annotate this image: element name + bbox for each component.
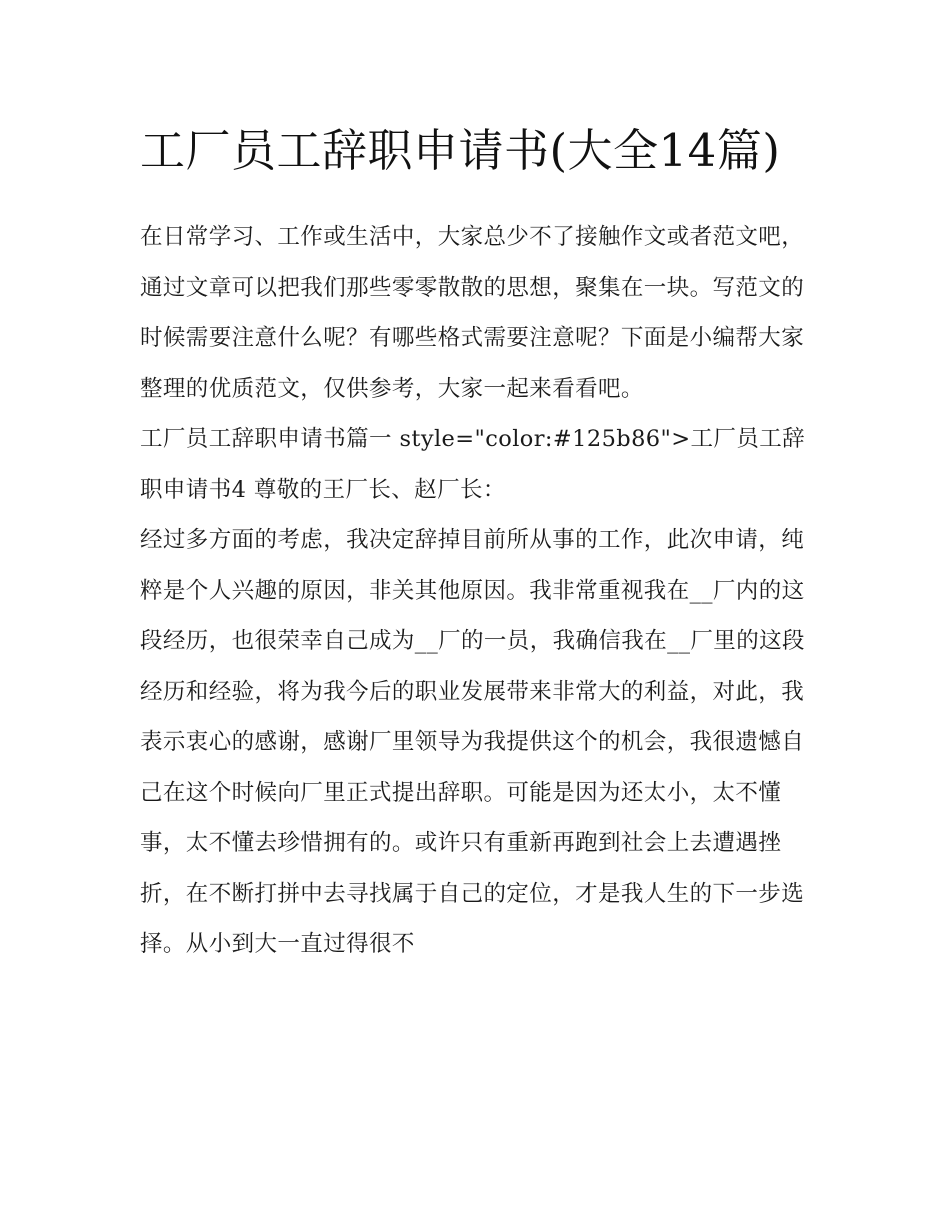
section-heading-paragraph: 工厂员工辞职申请书篇一 style="color:#125b86">工厂员工辞职申请书4 尊敬的王厂长、赵厂长： [140,426,806,503]
document-content [140,112,812,970]
document-title: 工厂员工辞职申请书(大全14篇) [140,124,781,177]
intro-paragraph: 在日常学习、工作或生活中，大家总少不了接触作文或者范文吧，通过文章可以把我们那些零零散散的思想，聚集在一块。写范文的时候需要注意什么呢？有哪些格式需要注意呢？下面是小编帮大家整理的优质范文，仅供参考，大家一起来看看吧。 [140,224,805,402]
body-paragraph: 经过多方面的考虑，我决定辞掉目前所从事的工作，此次申请，纯粹是个人兴趣的原因，非关其他原因。我非常重视我在__厂内的这段经历，也很荣幸自己成为__厂的一员，我确信我在__厂里的这段经历和经验，将为我今后的职业发展带来非常大的利益，对此，我表示衷心的感谢，感谢厂里领导为我提供这个的机会，我很遗憾自己在这个时候向厂里正式提出辞职。可能是因为还太小，太不懂事，太不懂去珍惜拥有的。或许只有重新再跑到社会上去遭遇挫折，在不断打拼中去寻找属于自己的定位，才是我人生的下一步选择。从小到大一直过得很不 [140,527,805,957]
